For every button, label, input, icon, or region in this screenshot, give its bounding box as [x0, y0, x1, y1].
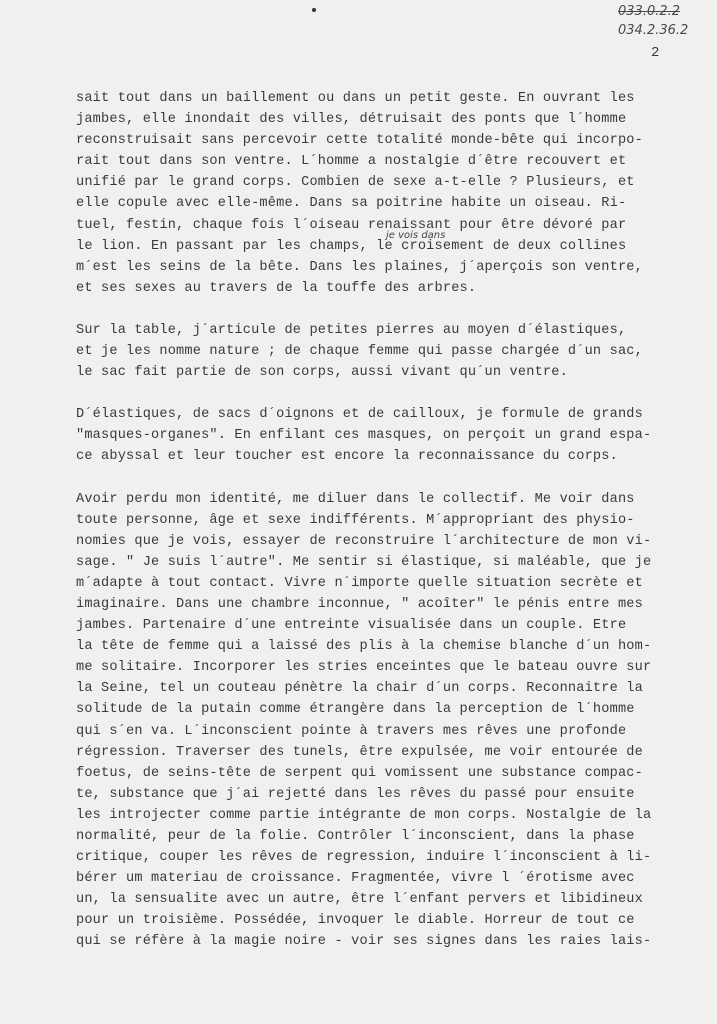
text-line: jambes, elle inondait des villes, détruisait des ponts que l´homme: [76, 112, 627, 128]
page-number: 2: [651, 45, 660, 61]
text-line: te, substance que j´ai rejetté dans les rêves du passé pour ensuite: [76, 786, 635, 802]
text-line: qui se réfère à la magie noire - voir ses signes dans les raies lais-: [76, 934, 652, 950]
ink-dot: [312, 8, 316, 12]
text-line: qui s´en va. L´inconscient pointe à travers mes rêves une profonde: [76, 723, 627, 739]
archive-codes: [618, 2, 712, 40]
text-line: toute personne, âge et sexe indifférents. M´appropriant des physio-: [76, 512, 635, 528]
text-line: sait tout dans un baillement ou dans un petit geste. En ouvrant les: [76, 91, 635, 106]
text-line: me solitaire. Incorporer les stries enceintes que le bateau ouvre sur: [76, 660, 652, 676]
text-line: régression. Traverser des tunels, être expulsée, me voir entourée de: [76, 744, 643, 760]
text-line: m´est les seins de la bête. Dans les plaines, j´aperçois son ventre,: [76, 259, 643, 275]
text-line: les introjecter comme partie intégrante de mon corps. Nostalgie de la: [76, 807, 652, 823]
text-line: foetus, de seins-tête de serpent qui vomissent une substance compac-: [76, 765, 643, 781]
text-line: m´adapte à tout contact. Vivre n´importe quelle situation secrète et: [76, 575, 643, 591]
paragraph-gap: [76, 383, 708, 404]
text-line: tuel, festin, chaque fois l´oiseau renaissant pour être dévoré par: [76, 217, 627, 233]
paragraph-gap: [76, 468, 708, 489]
text-line: D´élastiques, de sacs d´oignons et de cailloux, je formule de grands: [76, 407, 643, 423]
text-line: nomies que je vois, essayer de reconstruire l´architecture de mon vi-: [76, 533, 652, 549]
text-line: Sur la table, j´articule de petites pierres au moyen d´élastiques,: [76, 322, 627, 338]
paragraph-gap: [76, 299, 708, 320]
text-line: le sac fait partie de son corps, aussi vivant qu´un ventre.: [76, 365, 568, 381]
body-text: [76, 88, 708, 953]
archive-code: 034.2.36.2: [618, 23, 689, 38]
text-line: elle copule avec elle-même. Dans sa poitrine habite un oiseau. Ri-: [76, 196, 627, 212]
text-line: unifié par le grand corps. Combien de sexe a-t-elle ? Plusieurs, et: [76, 175, 635, 191]
text-line: pour un troisième. Possédée, invoquer le diable. Horreur de tout ce: [76, 913, 635, 929]
text-line: et je les nomme nature ; de chaque femme qui passe chargée d´un sac,: [76, 344, 643, 360]
text-line: reconstruisait sans percevoir cette totalité monde-bête qui incorpo-: [76, 133, 643, 149]
text-line: le lion. En passant par les champs, le croisement de deux collines: [76, 238, 627, 254]
archive-code: 033.0.2.2: [618, 4, 681, 19]
text-line: sage. " Je suis l´autre". Me sentir si élastique, si maléable, que je: [76, 554, 652, 570]
text-line: Avoir perdu mon identité, me diluer dans le collectif. Me voir dans: [76, 491, 635, 507]
text-line: ce abyssal et leur toucher est encore la reconnaissance du corps.: [76, 449, 618, 465]
text-line: la Seine, tel un couteau pénètre la chair d´un corps. Reconnaitre la: [76, 681, 643, 697]
text-line: et ses sexes au travers de la touffe des arbres.: [76, 280, 477, 296]
text-line: "masques-organes". En enfilant ces masques, on perçoit un grand espa-: [76, 428, 652, 444]
text-line: bérer um materiau de croissance. Fragmentée, vivre l ´érotisme avec: [76, 871, 635, 887]
text-line: rait tout dans son ventre. L´homme a nostalgie d´être recouvert et: [76, 154, 627, 170]
text-line: critique, couper les rêves de regression, induire l´inconscient à li-: [76, 850, 652, 866]
text-line: jambes. Partenaire d´une entreinte visualisée dans un couple. Etre: [76, 618, 627, 634]
text-line: imaginaire. Dans une chambre inconnue, " acoîter" le pénis entre mes: [76, 596, 643, 612]
handwritten-note: je vois dans: [386, 230, 446, 241]
text-line: normalité, peur de la folie. Contrôler l´inconscient, dans la phase: [76, 829, 635, 844]
text-line: la tête de femme qui a laissé des plis à la chemise blanche d´un hom-: [76, 639, 652, 655]
text-line: un, la sensualite avec un autre, être l´enfant pervers et libidineux: [76, 892, 643, 908]
text-line: solitude de la putain comme étrangère dans la perception de l´homme: [76, 702, 635, 718]
